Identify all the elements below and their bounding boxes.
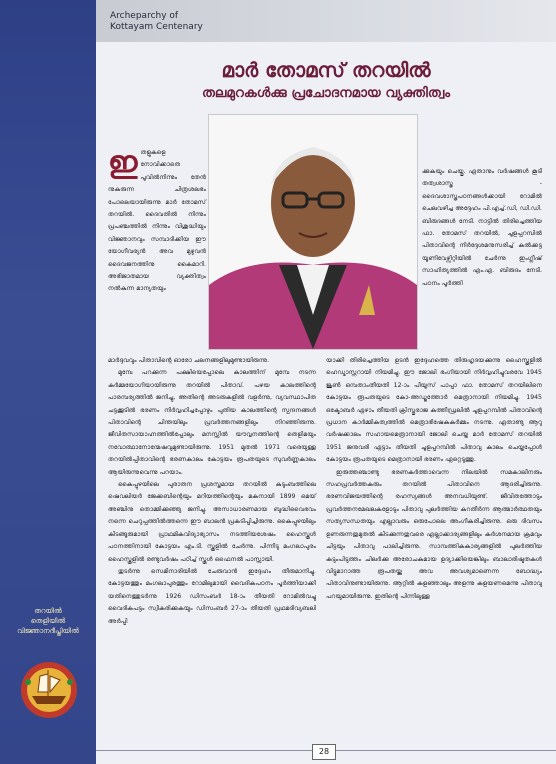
publication-name	[110, 11, 203, 33]
header-band	[96, 0, 556, 42]
centenary-logo-icon	[14, 652, 84, 722]
right-column	[326, 355, 542, 603]
body-paragraph: കൈപ്പുഴയിലെ പുരാതന പ്രശസ്തമായ തറയിൽ കുടുംബത്തിലെ ഷെവലിയർ ജേക്കബിന്റെയും മറിയത്തിന്റെയും മകനായി 1899 മെയ് അഞ്ചിനു തൊമ്മിക്കുഞ്ഞു ജനിച്ചു. അസാധാരണമായ ബുദ്ധിവൈഭവം നന്നെ ചെറുപ്പത്തിൽത്തന്നെ ഈ ബാലൻ പ്രകടിപ്പിച്ചിരുന്നു. കൈപ്പുഴയിലും കിടങ്ങൂരുമായി പ്രാഥമികവിദ്യാഭ്യാസം നടത്തിയശേഷം ഹൈസ്കൂൾ പഠനത്തിനായി കോട്ടയം എം.ടി. സ്കൂളിൽ ചേർന്നു. പിന്നീടു മംഗലാപുരം ഹൈസ്കൂളിൽ രണ്ടുവർഷം പഠിച്ച് സ്കൂൾ ഫൈനൽ പാസ്സായി.	[108, 481, 316, 563]
page-number: 28	[312, 744, 336, 760]
article-subtitle: തലമുറകൾക്കു പ്രചോദനമായ വ്യക്തിത്വം	[202, 85, 450, 101]
portrait-photo	[208, 114, 418, 350]
upper-right-paragraph: ക്കുകയും ചെയ്തു. ഏതാനും വർഷങ്ങൾ കൂടി തത്വശാസ്ത്ര - ദൈവശാസ്ത്രപഠനങ്ങൾക്കായി റോമിൽ ചെലവഴിച്ച അദ്ദേഹം പി.എച്ച്.ഡി, ഡി.ഡി. ബിരുദങ്ങൾ നേടി. നാട്ടിൽ തിരിച്ചെത്തിയ ഫാ. തോമസ് തറയിൽ, ചൂളപ്പറമ്പിൽ പിതാവിന്റെ നിർദ്ദേശമനുസരിച്ച് കൽക്കട്ട യൂണിവേഴ്സിറ്റിയിൽ ചേർന്നു ഇംഗ്ലീഷ് സാഹിത്യത്തിൽ എം.എ. ബിരുദം നേടി. പഠനം പൂർത്തി	[422, 168, 542, 287]
sidebar-caption	[6, 606, 90, 636]
body-paragraph: ഇരുത്തഞ്ചാണ്ടു ഭരണകർത്താവെന്ന നിലയിൽ സമകാലീനരും സഹപ്രവർത്തകരും തറയിൽ പിതാവിനെ ആദരിച്ചിരുന്നു. ഭരണവിജയത്തിന്റെ രഹസ്യങ്ങൾ അനവധിയുണ്ട്. ജീവിതത്തോടും പ്രവർത്തനമേഖലകളോടും പിതാവു പുലർത്തിയ കറതീർന്ന ആത്മാർത്ഥതയും സത്യസന്ധതയും എല്ലാവരും ഒരുപോലെ അംഗീകരിച്ചിരുന്നു. ഒരു ദിവസം ഉണരുന്നതുമുതൽ കിടക്കുന്നതുവരെ എല്ലാക്കാര്യങ്ങളിലും കർശനമായ ക്രമവും ചിട്ടയും പിതാവു പാലിച്ചിരുന്നു. സാമ്പത്തികകാര്യങ്ങളിൽ പുലർത്തിയ കടുംപിടുത്തം ചിലർക്കു അരോചകമായ ഉദ്യാക്കിയെങ്കിലും ബാലാരിഷ്ടതകൾ വിട്ടുമാറാത്ത രൂപതയ്ക്കു അവ അവശ്യമാണെന്ന ബോദ്ധ്യം പിതാവിനുണ്ടായിരുന്നു. ആറ്റിൽ കളഞ്ഞാലും അളന്നു കളയണമെന്നു പിതാവു പറയുമായിരുന്നു. ഇതിന്റെ പിന്നിലുള്ള	[326, 468, 542, 600]
bishop-portrait-icon	[209, 115, 417, 349]
left-column	[108, 355, 316, 628]
intro-paragraph-end: മാർദ്ദവവും പിതാവിന്റെ ഓരോ ചലനങ്ങളിലുമുണ്ടായിരുന്നു.	[108, 357, 270, 364]
body-paragraph: യാക്കി തിരിച്ചെത്തിയ ഉടൻ ഇദ്ദേഹത്തെ തിരുഹൃദയക്കുന്നു ഹൈസ്കൂളിൽ ഹെഡ്മാസ്റ്ററായി നിയമിച്ചു. ഈ ജോലി ഭംഗിയായി നിർവ്വഹിച്ചുവരവേ 1945 ജൂൺ ഒമ്പതാംതീയതി 12-ാം പീയൂസ് പാപ്പാ ഫാ. തോമസ് തറയിലിനെ കോട്ടയം രൂപതയുടെ കോ-അഡ്ജത്തോർ മെത്രാനായി നിയമിച്ചു. 1945 ഒക്ടോബർ ഏഴാം തീയതി ക്രിസ്തുരാജ കത്തീഡ്രലിൽ ചൂളപ്പറമ്പിൽ പിതാവിന്റെ പ്രധാന കാർമ്മികത്വത്തിൽ മെത്രാഭിഷേകകർമ്മം നടന്നു. ഏതാണ്ടു ആറു വർഷക്കാലം സഹായമെത്രാനായി ജോലി ചെയ്ത മാർ തോമസ് തറയിൽ 1951 ജനുവരി ഏട്ടാം തീയതി ചൂളപ്പറമ്പിൽ പിതാവു കാലം ചെയ്തപ്പോൾ കോട്ടയം രൂപതയുടെ മെത്രാനായി ഭരണം ഏറ്റെടുത്തു.	[326, 357, 542, 464]
intro-column	[108, 147, 206, 296]
article-title: മാർ തോമസ് തറയിൽ	[221, 58, 431, 82]
sidebar-caption-line: വിജ്ഞാനദീപ്തിയിൽ	[17, 627, 79, 635]
drop-cap: ഇ	[108, 145, 138, 180]
upper-right-column	[422, 166, 542, 290]
left-sidebar-band	[0, 0, 96, 764]
publication-name-line: Archeparchy of	[110, 11, 179, 21]
sidebar-caption-line: തറയിൽ	[34, 607, 62, 615]
publication-name-line: Kottayam Centenary	[110, 22, 203, 32]
body-paragraph: തുടർന്നു സെമിനാരിയിൽ ചേരുവാൻ ഇദ്ദേഹം തീരുമാനിച്ചു. കോട്ടയത്തും മംഗലാപുരത്തും റോമിലുമായി വൈദികപഠനം പൂർത്തിയാക്കി യതിനെത്തുടർന്നു 1926 ഡിസംബർ 18-ാം തീയതി റോമിൽവച്ചു വൈദികപട്ടം സ്വീകരിക്കുകയും ഡിസംബർ 27-ാം തീയതി പ്രഥമദിവ്യബലി അർപ്പി	[108, 567, 316, 625]
intro-paragraph	[108, 147, 206, 296]
intro-text: തളുകളെ നോവിക്കാതെ പൂവിൽനിന്നും തേൻ നുകരുന്ന ചിത്രശലഭം പോലെയായിരുന്നു മാർ തോമസ് തറയിൽ. ദൈവതിൽ നിന്നും പ്രപഞ്ചത്തിൽ നിന്നും വിശുദ്ധിയും വിജ്ഞാനവും സമ്പാദിക്കിയ ഈ യോഗീവര്യൻ അവ മുഴുവൻ ദൈവജനത്തിനു കൈമാറി. അഭിജാതമായ വ്യക്തിത്വം നൽകുന്ന മാന്യതയും	[108, 149, 206, 293]
body-paragraph: മുമ്പേ പറക്കുന്ന പക്ഷിയെപ്പോലെ കാലത്തിന് മുമ്പേ നടന്ന കർമ്മയോഗിയായിരുന്നു തറയിൽ പിതാവ്. പഴയ കാലത്തിന്റെ പാരമ്പര്യത്തിൽ ജനിച്ചു, അതിന്റെ അടരുകളിൽ വളർന്നു, വ്യവസ്ഥാപിത ചട്ടക്കൂടിൽ ഭരണം നിർവ്വഹിച്ചപ്പോഴും പുതിയ കാലത്തിന്റെ സ്പന്ദനങ്ങൾ പിതാവിന്റെ ചിന്തയിലും പ്രവർത്തനങ്ങളിലും നിറഞ്ഞിരുന്നു. ജീവിതസായാഹ്നത്തിൽപ്പോലും മനസ്സിൽ യൗവ്വനത്തിന്റെ തെളിമയും നവോത്ഥാനോന്മേഷവുമുണ്ടായിരുന്നു. 1951 മുതൽ 1971 വരെയുള്ള തറയിൽപ്പിതാവിന്റെ ഭരണകാലം കോട്ടയം രൂപതയുടെ സുവർണ്ണകാലം ആയിരുന്നുവെന്നു പറയാം.	[108, 369, 316, 476]
sidebar-caption-line: തെളിയിൽ	[30, 617, 66, 625]
article-page	[96, 0, 556, 764]
